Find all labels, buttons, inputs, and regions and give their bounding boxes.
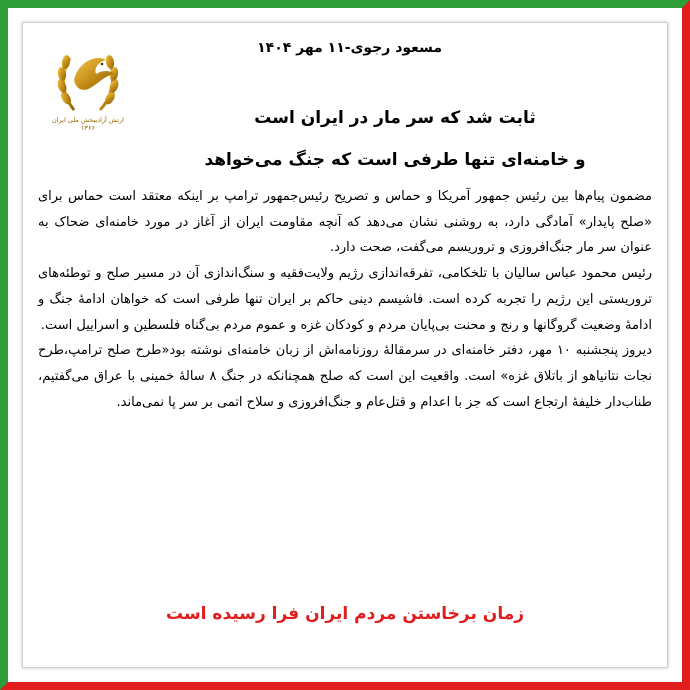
paragraph: دیروز پنجشنبه ۱۰ مهر، دفتر خامنه‌ای در سرمقالهٔ روزنامه‌اش از زبان خامنه‌ای نوشته بود«طرح صلح ترامپ،طرح نجات نتانیاهو از باتلاق غزه» است. واقعیت این است که صلح همچنانکه در جنگ ۸ سالهٔ خمینی با عراق می‌گفتیم، طناب‌دار خلیفهٔ ارتجاع است که جز با اعدام و قتل‌عام و جنگ‌افروزی و سلاح اتمی بر سر پا نمی‌ماند. (38, 343, 652, 410)
byline: مسعود رجوی-۱۱ مهر ۱۴۰۴ (257, 40, 442, 56)
headline-line-2: و خامنه‌ای تنها طرفی است که جنگ می‌خواهد (204, 150, 586, 170)
closing-slogan: زمان برخاستن مردم ایران فرا رسیده است (165, 604, 525, 624)
paragraph: رئیس محمود عباس سالیان با تلخکامی، تفرقه‌اندازی رژیم ولایت‌فقیه و سنگ‌اندازی آن در مسیر صلح و توطئه‌های تروریستی این رژیم را تجربه کرده است. فاشیسم دینی حاکم بر ایران تنها طرفی است که خواهان ادامهٔ جنگ و ادامهٔ وضعیت گروگانها و رنج و محنت بی‌پایان مردم و کودکان غزه و عموم مردم بی‌گناه فلسطین و اسراییل است. (38, 266, 652, 333)
nla-logo (44, 40, 132, 140)
headline-line-1: ثابت شد که سر مار در ایران است (254, 108, 536, 128)
logo-caption: ارتش آزادیبخش ملی ایران ۱۳۶۶ (52, 116, 124, 132)
dove-wheat-emblem-icon (44, 40, 132, 116)
paragraph: مضمون پیام‌ها بین رئیس جمهور آمریکا و حماس و تصریح رئیس‌جمهور ترامپ بر اینکه معتقد است حماس برای «صلح پایدار» آمادگی دارد، به روشنی نشان می‌دهد که آنچه مقاومت ایران از آغاز در مورد خامنه‌ای ضحاک به عنوان سر مار جنگ‌افروزی و تروریسم می‌گفت، صحت دارد. (38, 189, 652, 256)
article-body (38, 184, 652, 415)
